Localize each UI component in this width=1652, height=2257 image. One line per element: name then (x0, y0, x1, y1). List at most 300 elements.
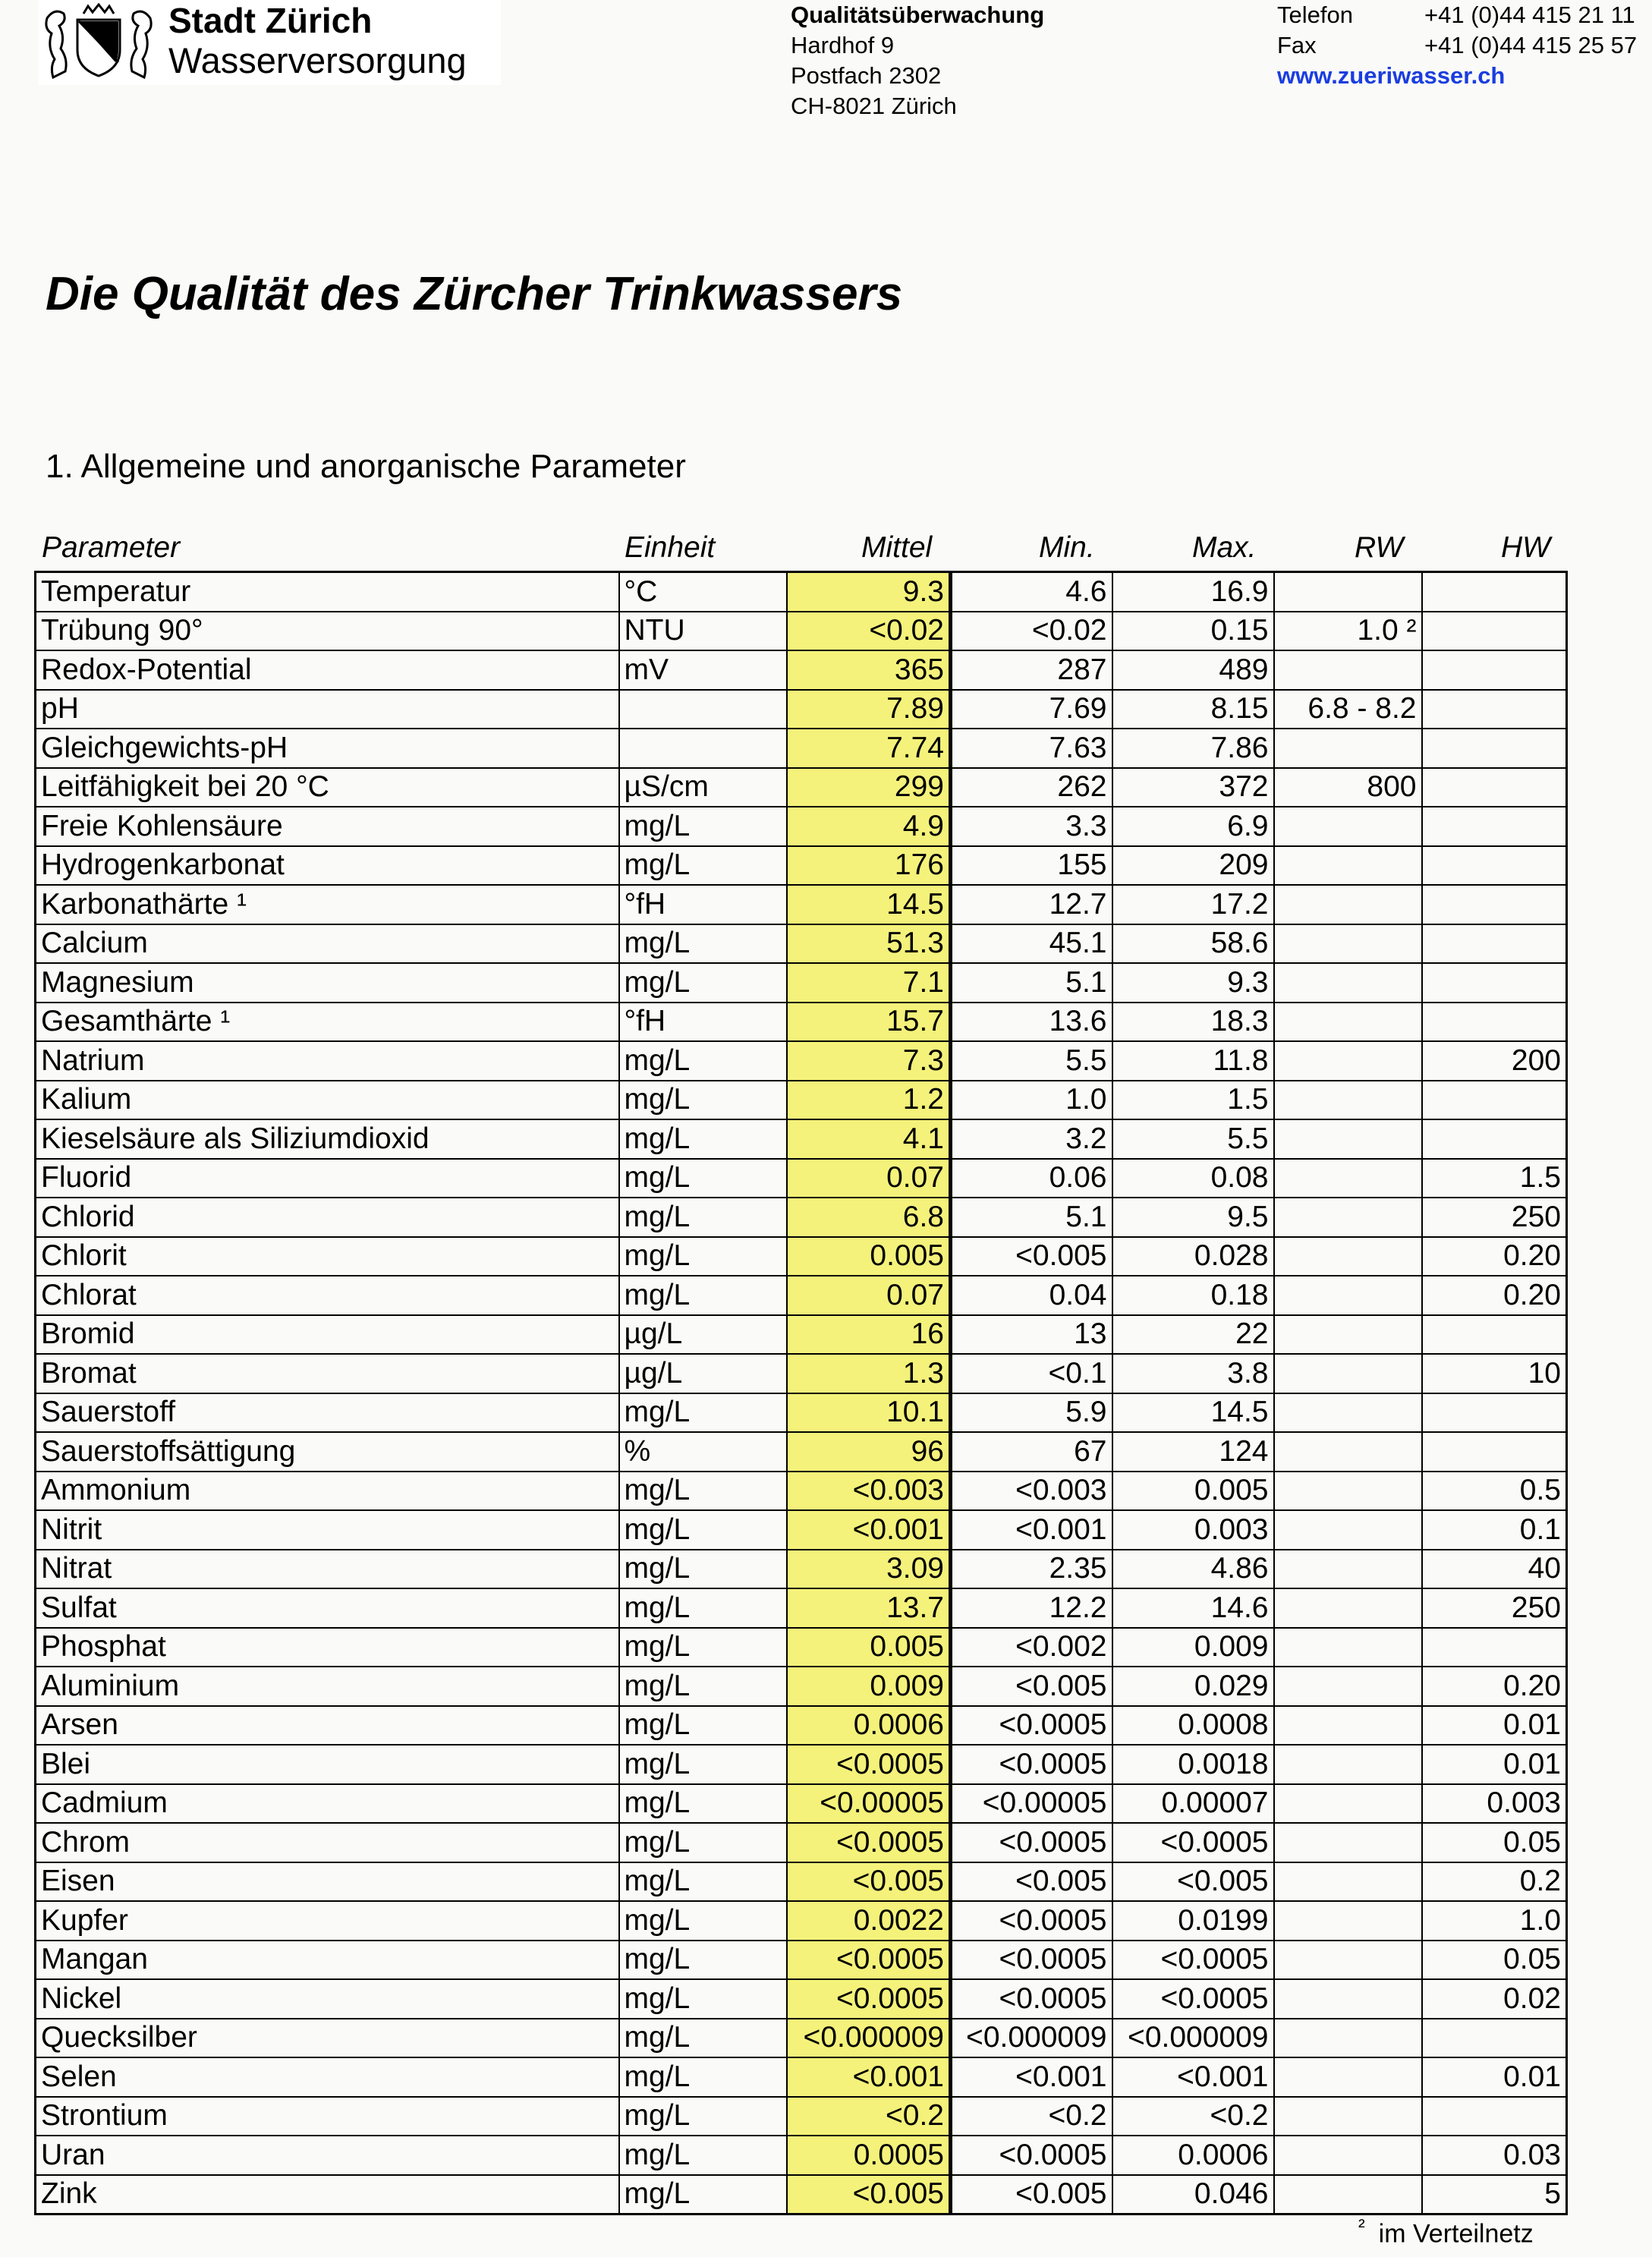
cell-min: <0.0005 (951, 1745, 1112, 1784)
footnote (1358, 2215, 1534, 2249)
cell-hw: 0.01 (1422, 1745, 1567, 1784)
cell-mittel: <0.2 (787, 2097, 951, 2136)
table-row (36, 1276, 1567, 1315)
cell-mittel: <0.0005 (787, 1941, 951, 1980)
cell-max: 0.0199 (1112, 1901, 1274, 1941)
cell-min: 5.1 (951, 1198, 1112, 1237)
cell-parameter: Strontium (36, 2097, 619, 2136)
cell-min: 155 (951, 846, 1112, 886)
cell-mittel: 96 (787, 1432, 951, 1472)
table-row (36, 612, 1567, 651)
cell-einheit (619, 690, 787, 729)
cell-max: 0.029 (1112, 1667, 1274, 1706)
cell-min: <0.0005 (951, 1901, 1112, 1941)
cell-einheit: mg/L (619, 1510, 787, 1550)
cell-hw (1422, 729, 1567, 768)
cell-rw (1274, 1823, 1422, 1862)
cell-min: <0.001 (951, 2057, 1112, 2097)
cell-mittel: 0.07 (787, 1276, 951, 1315)
table-row (36, 2175, 1567, 2215)
cell-einheit: % (619, 1432, 787, 1472)
cell-einheit: °fH (619, 885, 787, 924)
cell-max: <0.000009 (1112, 2019, 1274, 2058)
cell-einheit: mg/L (619, 1862, 787, 1902)
table-row (36, 650, 1567, 690)
cell-min: 0.06 (951, 1159, 1112, 1198)
cell-max: 18.3 (1112, 1003, 1274, 1042)
phone-number: +41 (0)44 415 21 11 (1424, 2, 1635, 28)
cell-hw: 0.05 (1422, 1823, 1567, 1862)
cell-parameter: Gleichgewichts-pH (36, 729, 619, 768)
cell-max: 8.15 (1112, 690, 1274, 729)
cell-einheit: mg/L (619, 1041, 787, 1081)
cell-max: 489 (1112, 650, 1274, 690)
cell-min: 45.1 (951, 924, 1112, 964)
cell-parameter: Nitrat (36, 1550, 619, 1589)
cell-parameter: Eisen (36, 1862, 619, 1902)
cell-einheit: mg/L (619, 1119, 787, 1159)
footnote-text: im Verteilnetz (1378, 2219, 1534, 2249)
cell-mittel: <0.000009 (787, 2019, 951, 2058)
cell-max: 124 (1112, 1432, 1274, 1472)
cell-rw: 1.0 ² (1274, 612, 1422, 651)
cell-mittel: <0.0005 (787, 1823, 951, 1862)
cell-rw (1274, 1159, 1422, 1198)
cell-mittel: 299 (787, 768, 951, 807)
cell-hw (1422, 807, 1567, 846)
cell-max: 9.3 (1112, 963, 1274, 1003)
cell-einheit: µS/cm (619, 768, 787, 807)
cell-hw: 0.1 (1422, 1510, 1567, 1550)
table-row (36, 1041, 1567, 1081)
cell-mittel: 0.005 (787, 1628, 951, 1667)
footnote-mark: ² (1358, 2215, 1365, 2237)
cell-hw: 0.02 (1422, 1979, 1567, 2019)
cell-hw (1422, 1081, 1567, 1120)
cell-mittel: <0.001 (787, 2057, 951, 2097)
cell-parameter: Sauerstoffsättigung (36, 1432, 619, 1472)
cell-max: <0.0005 (1112, 1979, 1274, 2019)
cell-einheit: mg/L (619, 1198, 787, 1237)
cell-mittel: 14.5 (787, 885, 951, 924)
table-row (36, 1706, 1567, 1745)
cell-min: 13.6 (951, 1003, 1112, 1042)
cell-max: <0.0005 (1112, 1823, 1274, 1862)
cell-max: 0.005 (1112, 1472, 1274, 1511)
cell-mittel: 0.0006 (787, 1706, 951, 1745)
cell-parameter: Ammonium (36, 1472, 619, 1511)
address-line: Postfach 2302 (791, 62, 942, 89)
cell-rw (1274, 1354, 1422, 1393)
cell-max: 0.028 (1112, 1237, 1274, 1276)
cell-hw (1422, 1119, 1567, 1159)
header-max: Max. (1192, 531, 1257, 564)
cell-rw (1274, 1472, 1422, 1511)
cell-max: 58.6 (1112, 924, 1274, 964)
cell-parameter: Fluorid (36, 1159, 619, 1198)
cell-einheit: mg/L (619, 846, 787, 886)
cell-einheit: mg/L (619, 1237, 787, 1276)
cell-parameter: Sauerstoff (36, 1393, 619, 1433)
table-row (36, 1003, 1567, 1042)
cell-parameter: Nickel (36, 1979, 619, 2019)
cell-hw (1422, 1628, 1567, 1667)
cell-hw: 1.5 (1422, 1159, 1567, 1198)
cell-max: <0.005 (1112, 1862, 1274, 1902)
cell-hw: 0.01 (1422, 2057, 1567, 2097)
cell-mittel: <0.005 (787, 1862, 951, 1902)
cell-mittel: 1.3 (787, 1354, 951, 1393)
cell-rw (1274, 1315, 1422, 1355)
cell-einheit: mg/L (619, 1628, 787, 1667)
cell-min: <0.02 (951, 612, 1112, 651)
cell-hw: 250 (1422, 1198, 1567, 1237)
cell-mittel: 176 (787, 846, 951, 886)
header-einheit: Einheit (625, 531, 716, 564)
cell-rw (1274, 1119, 1422, 1159)
address-line: Hardhof 9 (791, 32, 895, 58)
cell-mittel: 9.3 (787, 572, 951, 612)
cell-einheit: NTU (619, 612, 787, 651)
cell-hw: 0.05 (1422, 1941, 1567, 1980)
cell-rw (1274, 1003, 1422, 1042)
cell-min: 12.2 (951, 1588, 1112, 1628)
cell-min: 1.0 (951, 1081, 1112, 1120)
cell-max: 0.15 (1112, 612, 1274, 651)
cell-max: 5.5 (1112, 1119, 1274, 1159)
cell-rw (1274, 963, 1422, 1003)
cell-mittel: 0.07 (787, 1159, 951, 1198)
cell-parameter: Blei (36, 1745, 619, 1784)
cell-parameter: Uran (36, 2136, 619, 2175)
table-row (36, 1354, 1567, 1393)
cell-hw (1422, 846, 1567, 886)
cell-hw: 1.0 (1422, 1901, 1567, 1941)
cell-rw (1274, 2057, 1422, 2097)
cell-hw: 5 (1422, 2175, 1567, 2215)
cell-min: 5.1 (951, 963, 1112, 1003)
cell-min: <0.005 (951, 1237, 1112, 1276)
department-name: Wasserversorgung (168, 40, 467, 80)
cell-rw (1274, 1198, 1422, 1237)
cell-parameter: Freie Kohlensäure (36, 807, 619, 846)
table-row (36, 1784, 1567, 1824)
cell-hw (1422, 1393, 1567, 1433)
cell-min: 12.7 (951, 885, 1112, 924)
cell-hw: 250 (1422, 1588, 1567, 1628)
cell-parameter: Aluminium (36, 1667, 619, 1706)
table-row (36, 1315, 1567, 1355)
cell-max: 14.6 (1112, 1588, 1274, 1628)
cell-einheit: °fH (619, 1003, 787, 1042)
cell-max: 0.18 (1112, 1276, 1274, 1315)
cell-max: 3.8 (1112, 1354, 1274, 1393)
website-link[interactable]: www.zueriwasser.ch (1277, 62, 1506, 89)
cell-einheit: µg/L (619, 1354, 787, 1393)
cell-max: 0.0008 (1112, 1706, 1274, 1745)
table-row (36, 572, 1567, 612)
cell-hw (1422, 768, 1567, 807)
table-row (36, 690, 1567, 729)
cell-rw (1274, 885, 1422, 924)
cell-hw (1422, 572, 1567, 612)
cell-hw: 0.03 (1422, 2136, 1567, 2175)
page-title: Die Qualität des Zürcher Trinkwassers (46, 268, 903, 320)
cell-parameter: Chlorid (36, 1198, 619, 1237)
cell-mittel: 0.0022 (787, 1901, 951, 1941)
cell-parameter: Natrium (36, 1041, 619, 1081)
cell-hw: 0.01 (1422, 1706, 1567, 1745)
cell-rw (1274, 1901, 1422, 1941)
cell-parameter: Temperatur (36, 572, 619, 612)
table-row (36, 2136, 1567, 2175)
cell-einheit: mg/L (619, 963, 787, 1003)
table-row (36, 1472, 1567, 1511)
cell-max: <0.001 (1112, 2057, 1274, 2097)
cell-rw (1274, 1784, 1422, 1824)
address-line: CH-8021 Zürich (791, 93, 957, 119)
cell-hw (1422, 2097, 1567, 2136)
cell-rw (1274, 1550, 1422, 1589)
table-row (36, 2057, 1567, 2097)
cell-hw (1422, 1003, 1567, 1042)
fax-label: Fax (1277, 32, 1317, 58)
cell-min: 67 (951, 1432, 1112, 1472)
cell-hw: 0.2 (1422, 1862, 1567, 1902)
water-quality-table (34, 571, 1568, 2215)
cell-min: 13 (951, 1315, 1112, 1355)
table-row (36, 963, 1567, 1003)
cell-mittel: 10.1 (787, 1393, 951, 1433)
table-row (36, 1901, 1567, 1941)
table-row (36, 1432, 1567, 1472)
cell-min: 3.2 (951, 1119, 1112, 1159)
cell-parameter: Chlorit (36, 1237, 619, 1276)
cell-rw (1274, 846, 1422, 886)
cell-rw (1274, 1432, 1422, 1472)
cell-rw (1274, 1979, 1422, 2019)
cell-einheit: mg/L (619, 1472, 787, 1511)
cell-max: 1.5 (1112, 1081, 1274, 1120)
cell-hw: 0.20 (1422, 1276, 1567, 1315)
cell-mittel: <0.0005 (787, 1745, 951, 1784)
cell-einheit: mg/L (619, 924, 787, 964)
cell-min: 2.35 (951, 1550, 1112, 1589)
cell-mittel: <0.001 (787, 1510, 951, 1550)
header-rw: RW (1355, 531, 1404, 564)
table-row (36, 729, 1567, 768)
cell-min: 5.5 (951, 1041, 1112, 1081)
cell-parameter: Selen (36, 2057, 619, 2097)
cell-max: 16.9 (1112, 572, 1274, 612)
header-mittel: Mittel (861, 531, 933, 564)
cell-rw (1274, 650, 1422, 690)
cell-einheit: mg/L (619, 1159, 787, 1198)
table-row (36, 1745, 1567, 1784)
cell-min: <0.00005 (951, 1784, 1112, 1824)
cell-rw (1274, 1588, 1422, 1628)
cell-rw (1274, 1941, 1422, 1980)
cell-mittel: 0.009 (787, 1667, 951, 1706)
cell-max: 0.08 (1112, 1159, 1274, 1198)
cell-hw: 40 (1422, 1550, 1567, 1589)
phone-label: Telefon (1277, 2, 1353, 28)
table-row (36, 846, 1567, 886)
header-hw: HW (1501, 531, 1550, 564)
cell-rw (1274, 1745, 1422, 1784)
header-parameter: Parameter (42, 531, 181, 564)
cell-hw: 200 (1422, 1041, 1567, 1081)
cell-min: 7.63 (951, 729, 1112, 768)
cell-einheit: mg/L (619, 2136, 787, 2175)
cell-mittel: 0.005 (787, 1237, 951, 1276)
cell-rw (1274, 1237, 1422, 1276)
cell-hw (1422, 1432, 1567, 1472)
cell-parameter: Chrom (36, 1823, 619, 1862)
cell-rw (1274, 807, 1422, 846)
table-row (36, 1198, 1567, 1237)
cell-parameter: Arsen (36, 1706, 619, 1745)
address-line: Qualitätsüberwachung (791, 2, 1045, 28)
cell-parameter: Hydrogenkarbonat (36, 846, 619, 886)
table-row (36, 1393, 1567, 1433)
table-row (36, 1588, 1567, 1628)
cell-einheit: mg/L (619, 1550, 787, 1589)
cell-hw: 0.20 (1422, 1237, 1567, 1276)
cell-einheit: mg/L (619, 1081, 787, 1120)
cell-rw (1274, 572, 1422, 612)
cell-hw: 10 (1422, 1354, 1567, 1393)
cell-einheit: mg/L (619, 1901, 787, 1941)
table-row (36, 1550, 1567, 1589)
cell-einheit: mg/L (619, 2097, 787, 2136)
cell-rw (1274, 1393, 1422, 1433)
cell-parameter: Gesamthärte ¹ (36, 1003, 619, 1042)
cell-rw (1274, 2136, 1422, 2175)
cell-einheit: mg/L (619, 1979, 787, 2019)
cell-mittel: 1.2 (787, 1081, 951, 1120)
cell-rw (1274, 1862, 1422, 1902)
cell-mittel: 4.1 (787, 1119, 951, 1159)
cell-min: 7.69 (951, 690, 1112, 729)
cell-rw: 6.8 - 8.2 (1274, 690, 1422, 729)
cell-mittel: <0.02 (787, 612, 951, 651)
cell-parameter: Kieselsäure als Siliziumdioxid (36, 1119, 619, 1159)
cell-einheit: mg/L (619, 2057, 787, 2097)
cell-einheit: mV (619, 650, 787, 690)
letterhead-logo (38, 0, 501, 85)
cell-mittel: 13.7 (787, 1588, 951, 1628)
cell-parameter: Trübung 90° (36, 612, 619, 651)
table-row (36, 768, 1567, 807)
cell-parameter: Mangan (36, 1941, 619, 1980)
cell-min: <0.2 (951, 2097, 1112, 2136)
cell-mittel: 51.3 (787, 924, 951, 964)
cell-max: 17.2 (1112, 885, 1274, 924)
table-row (36, 885, 1567, 924)
table-row (36, 1510, 1567, 1550)
cell-min: 0.04 (951, 1276, 1112, 1315)
cell-min: <0.0005 (951, 1979, 1112, 2019)
cell-min: <0.005 (951, 1862, 1112, 1902)
cell-max: 22 (1112, 1315, 1274, 1355)
cell-einheit: mg/L (619, 1745, 787, 1784)
cell-min: <0.002 (951, 1628, 1112, 1667)
cell-parameter: Nitrit (36, 1510, 619, 1550)
table-row (36, 924, 1567, 964)
table-row (36, 1941, 1567, 1980)
cell-einheit: mg/L (619, 1667, 787, 1706)
cell-rw (1274, 1667, 1422, 1706)
cell-min: <0.003 (951, 1472, 1112, 1511)
cell-rw (1274, 2097, 1422, 2136)
cell-mittel: 7.1 (787, 963, 951, 1003)
cell-hw (1422, 924, 1567, 964)
cell-mittel: <0.0005 (787, 1979, 951, 2019)
cell-max: 7.86 (1112, 729, 1274, 768)
cell-max: 0.0006 (1112, 2136, 1274, 2175)
cell-max: <0.0005 (1112, 1941, 1274, 1980)
table-row (36, 1237, 1567, 1276)
cell-max: 6.9 (1112, 807, 1274, 846)
cell-hw: 0.003 (1422, 1784, 1567, 1824)
cell-mittel: 3.09 (787, 1550, 951, 1589)
header-min: Min. (1039, 531, 1095, 564)
table-row (36, 807, 1567, 846)
cell-max: 9.5 (1112, 1198, 1274, 1237)
cell-max: 209 (1112, 846, 1274, 886)
fax-number: +41 (0)44 415 25 57 (1424, 32, 1638, 58)
cell-min: <0.0005 (951, 1941, 1112, 1980)
cell-parameter: Bromat (36, 1354, 619, 1393)
cell-hw: 0.5 (1422, 1472, 1567, 1511)
cell-min: 262 (951, 768, 1112, 807)
cell-parameter: pH (36, 690, 619, 729)
cell-parameter: Kupfer (36, 1901, 619, 1941)
cell-rw: 800 (1274, 768, 1422, 807)
cell-einheit: µg/L (619, 1315, 787, 1355)
cell-mittel: 15.7 (787, 1003, 951, 1042)
cell-einheit: mg/L (619, 807, 787, 846)
cell-mittel: 16 (787, 1315, 951, 1355)
zurich-coat-of-arms-icon (41, 3, 156, 82)
cell-parameter: Kalium (36, 1081, 619, 1120)
section-heading: 1. Allgemeine und anorganische Parameter (46, 448, 686, 485)
cell-parameter: Chlorat (36, 1276, 619, 1315)
table-row (36, 1979, 1567, 2019)
cell-parameter: Cadmium (36, 1784, 619, 1824)
cell-mittel: 0.0005 (787, 2136, 951, 2175)
cell-max: 0.046 (1112, 2175, 1274, 2215)
cell-parameter: Leitfähigkeit bei 20 °C (36, 768, 619, 807)
cell-max: 0.003 (1112, 1510, 1274, 1550)
cell-einheit: mg/L (619, 1393, 787, 1433)
cell-min: <0.0005 (951, 1706, 1112, 1745)
cell-parameter: Quecksilber (36, 2019, 619, 2058)
cell-hw (1422, 963, 1567, 1003)
cell-min: <0.001 (951, 1510, 1112, 1550)
cell-mittel: 7.74 (787, 729, 951, 768)
city-name: Stadt Zürich (168, 1, 373, 40)
cell-einheit: mg/L (619, 1823, 787, 1862)
table-row (36, 1862, 1567, 1902)
cell-max: 372 (1112, 768, 1274, 807)
cell-max: 0.009 (1112, 1628, 1274, 1667)
cell-parameter: Phosphat (36, 1628, 619, 1667)
table-row (36, 1628, 1567, 1667)
table-row (36, 2097, 1567, 2136)
cell-rw (1274, 1628, 1422, 1667)
